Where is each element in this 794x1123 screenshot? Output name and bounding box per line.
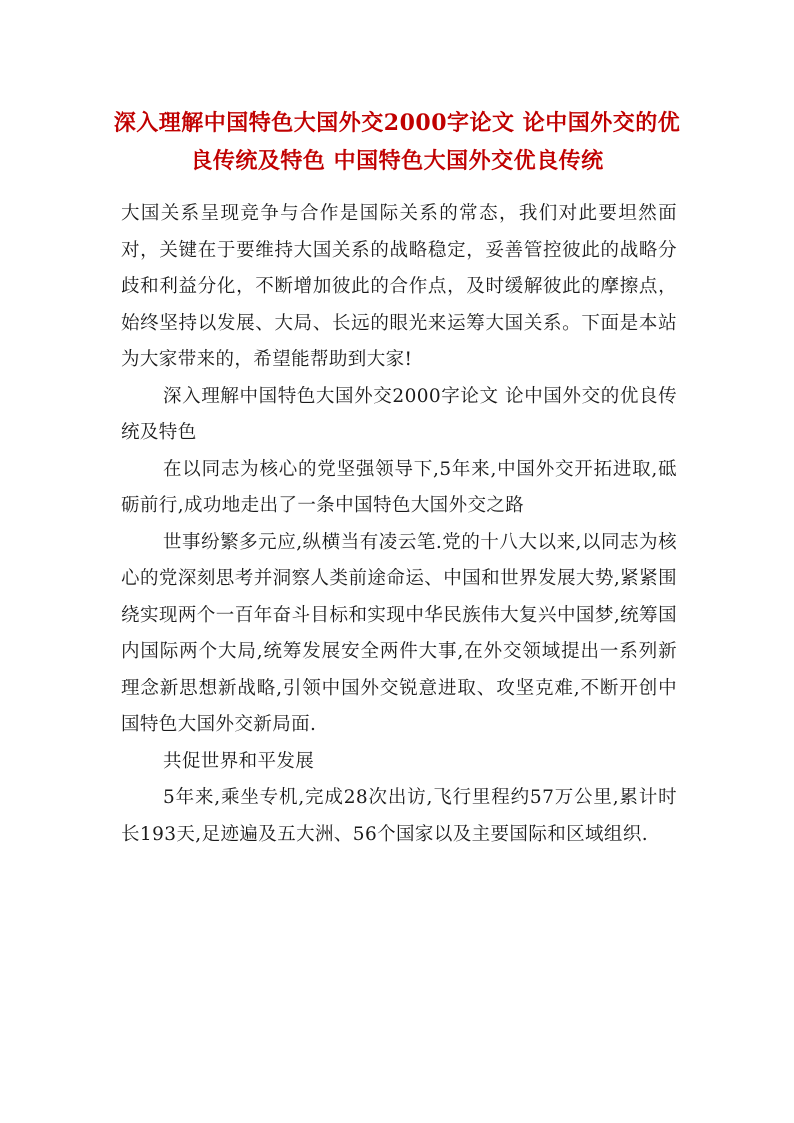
document-title: 深入理解中国特色大国外交2000字论文 论中国外交的优良传统及特色 中国特色大国外交优良传统 bbox=[113, 110, 681, 174]
paragraph-intro: 大国关系呈现竞争与合作是国际关系的常态，我们对此要坦然面对，关键在于要维持大国关系的战略稳定，妥善管控彼此的战略分歧和利益分化，不断增加彼此的合作点，及时缓解彼此的摩擦点，始终坚持以发展、大局、长远的眼光来运筹大国关系。下面是本站为大家带来的，希望能帮助到大家! bbox=[121, 203, 677, 370]
paragraph-visits: 5年来,乘坐专机,完成28次出访,飞行里程约57万公里,累计时长193天,足迹遍及五大洲、56个国家以及主要国际和区域组织. bbox=[121, 787, 677, 845]
paragraph-world-affairs: 世事纷繁多元应,纵横当有凌云笔.党的十八大以来,以同志为核心的党深刻思考并洞察人类前途命运、中国和世界发展大势,紧紧围绕实现两个一百年奋斗目标和实现中华民族伟大复兴中国梦,统筹国内国际两个大局,统筹发展安全两件大事,在外交领域提出一系列新理念新思想新战略,引领中国外交锐意进取、攻坚克难,不断开创中国特色大国外交新局面. bbox=[121, 531, 677, 735]
paragraph-section-heading: 共促世界和平发展 bbox=[163, 750, 315, 772]
paragraph-subtitle: 深入理解中国特色大国外交2000字论文 论中国外交的优良传统及特色 bbox=[121, 385, 677, 443]
paragraph-leadership: 在以同志为核心的党坚强领导下,5年来,中国外交开拓进取,砥砺前行,成功地走出了一条中国特色大国外交之路 bbox=[121, 458, 677, 516]
document-body bbox=[121, 196, 677, 853]
